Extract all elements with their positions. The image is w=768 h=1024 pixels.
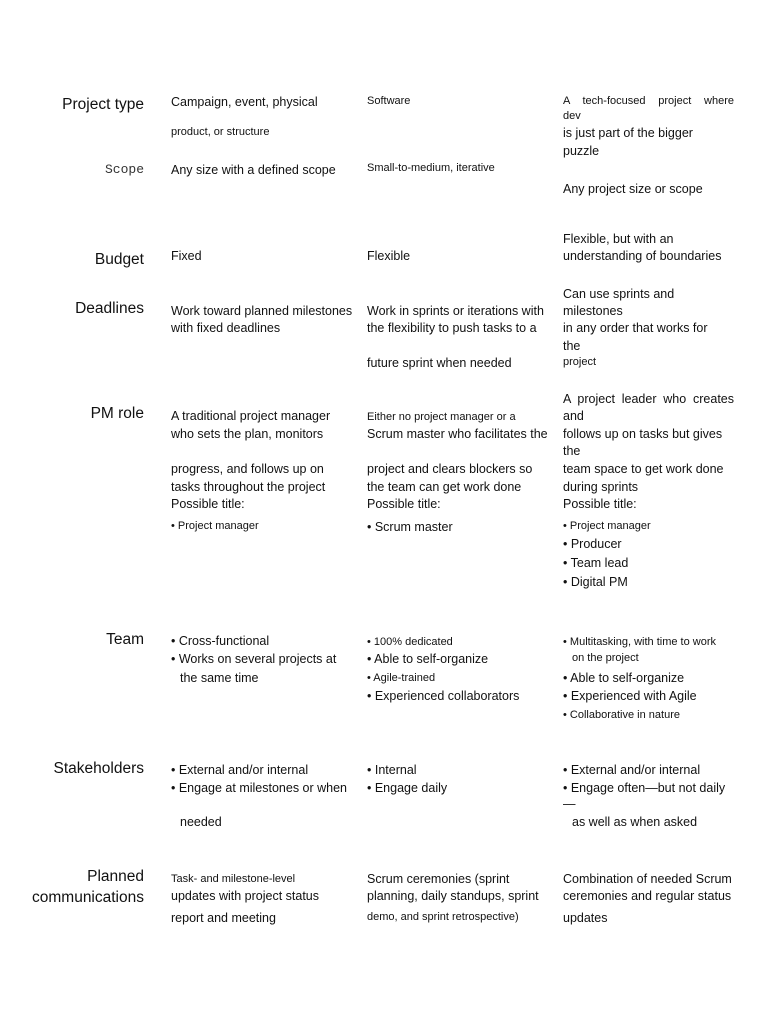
cell-text: with fixed deadlines	[171, 321, 281, 335]
cell-text: ceremonies and regular status	[563, 889, 732, 903]
cell-text: • Able to self-organize	[563, 671, 685, 685]
cell-text: on the project	[572, 652, 639, 664]
cell-text: • Engage often—but not daily	[563, 781, 726, 795]
cell-text: puzzle	[563, 144, 600, 158]
cell-text: Flexible	[367, 249, 411, 263]
cell-text: progress, and follows up on	[171, 462, 324, 476]
cell-text: updates	[563, 911, 608, 925]
cell-text: needed	[180, 815, 222, 829]
row-label-communications: communications	[32, 889, 144, 906]
cell-text: • Agile-trained	[367, 672, 436, 684]
cell-text: the flexibility to push tasks to a	[367, 321, 537, 335]
cell-text: Scrum master who facilitates the	[367, 427, 548, 441]
cell-text: • Scrum master	[367, 520, 453, 534]
cell-text: the same time	[180, 671, 259, 685]
cell-text: is just part of the bigger	[563, 126, 693, 140]
cell-text: • Able to self-organize	[367, 652, 489, 666]
cell-text: as well as when asked	[572, 815, 698, 829]
cell-text: Can use sprints and	[563, 287, 675, 301]
cell-text: • Team lead	[563, 556, 629, 570]
cell-text: the team can get work done	[367, 480, 522, 494]
cell-text: • Multitasking, with time to work	[563, 636, 717, 648]
cell-text: project and clears blockers so	[367, 462, 533, 476]
cell-text: Possible title:	[367, 497, 441, 511]
cell-text: follows up on tasks but gives	[563, 427, 723, 441]
cell-text: • Digital PM	[563, 575, 628, 589]
cell-text: understanding of boundaries	[563, 249, 722, 263]
cell-text: milestones	[563, 304, 623, 318]
cell-text: tasks throughout the project	[171, 480, 326, 494]
cell-text: Campaign, event, physical	[171, 95, 318, 109]
row-label-project-type: Project type	[62, 96, 144, 113]
cell-text: the	[563, 339, 581, 353]
cell-text: dev	[563, 110, 581, 122]
cell-text: • External and/or internal	[171, 763, 309, 777]
cell-text: future sprint when needed	[367, 356, 512, 370]
cell-text: Fixed	[171, 249, 202, 263]
cell-text: • Experienced collaborators	[367, 689, 520, 703]
cell-text: report and meeting	[171, 911, 276, 925]
cell-text: project	[563, 356, 597, 368]
cell-text: Work in sprints or iterations with	[367, 304, 544, 318]
cell-text: in any order that works for	[563, 321, 708, 335]
cell-text: • Cross-functional	[171, 634, 270, 648]
cell-text: Either no project manager or a	[367, 411, 516, 423]
cell-text: • Project manager	[563, 520, 651, 532]
cell-text: —	[563, 797, 576, 811]
row-label-deadlines: Deadlines	[75, 300, 144, 317]
cell-text: • Collaborative in nature	[563, 709, 680, 721]
cell-text: • 100% dedicated	[367, 636, 453, 648]
row-label-scope: Scope	[104, 162, 144, 177]
cell-text: during sprints	[563, 480, 639, 494]
cell-text: the	[563, 444, 581, 458]
cell-text: Small-to-medium, iterative	[367, 162, 495, 174]
cell-text: • External and/or internal	[563, 763, 701, 777]
cell-text: Flexible, but with an	[563, 232, 674, 246]
cell-text: A tech-focused project where	[563, 95, 734, 107]
cell-text: • Works on several projects at	[171, 652, 337, 666]
cell-text: Work toward planned milestones	[171, 304, 353, 318]
row-label-stakeholders: Stakeholders	[53, 760, 144, 777]
cell-text: A traditional project manager	[171, 409, 331, 423]
cell-text: Combination of needed Scrum	[563, 872, 732, 886]
cell-text: • Engage daily	[367, 781, 448, 795]
cell-text: • Internal	[367, 763, 417, 777]
cell-text: team space to get work done	[563, 462, 724, 476]
cell-text: • Experienced with Agile	[563, 689, 697, 703]
row-label-budget: Budget	[94, 251, 144, 268]
row-label-pm-role: PM role	[90, 405, 144, 422]
cell-text: product, or structure	[171, 126, 270, 138]
cell-text: updates with project status	[171, 889, 319, 903]
cell-text: • Producer	[563, 537, 622, 551]
cell-text: Scrum ceremonies (sprint	[367, 872, 510, 886]
cell-text: Possible title:	[563, 497, 637, 511]
cell-text: Possible title:	[171, 497, 245, 511]
cell-text: and	[563, 409, 584, 423]
cell-text: Software	[367, 95, 411, 107]
row-label-team: Team	[106, 631, 144, 648]
cell-text: planning, daily standups, sprint	[367, 889, 539, 903]
cell-text: demo, and sprint retrospective)	[367, 911, 519, 923]
cell-text: who sets the plan, monitors	[171, 427, 324, 441]
cell-text: A project leader who creates	[563, 392, 734, 406]
cell-text: • Project manager	[171, 520, 259, 532]
cell-text: • Engage at milestones or when	[171, 781, 348, 795]
cell-text: Task- and milestone-level	[171, 873, 296, 885]
row-label-planned: Planned	[87, 868, 144, 885]
cell-text: Any project size or scope	[563, 182, 703, 196]
cell-text: Any size with a defined scope	[171, 163, 336, 177]
